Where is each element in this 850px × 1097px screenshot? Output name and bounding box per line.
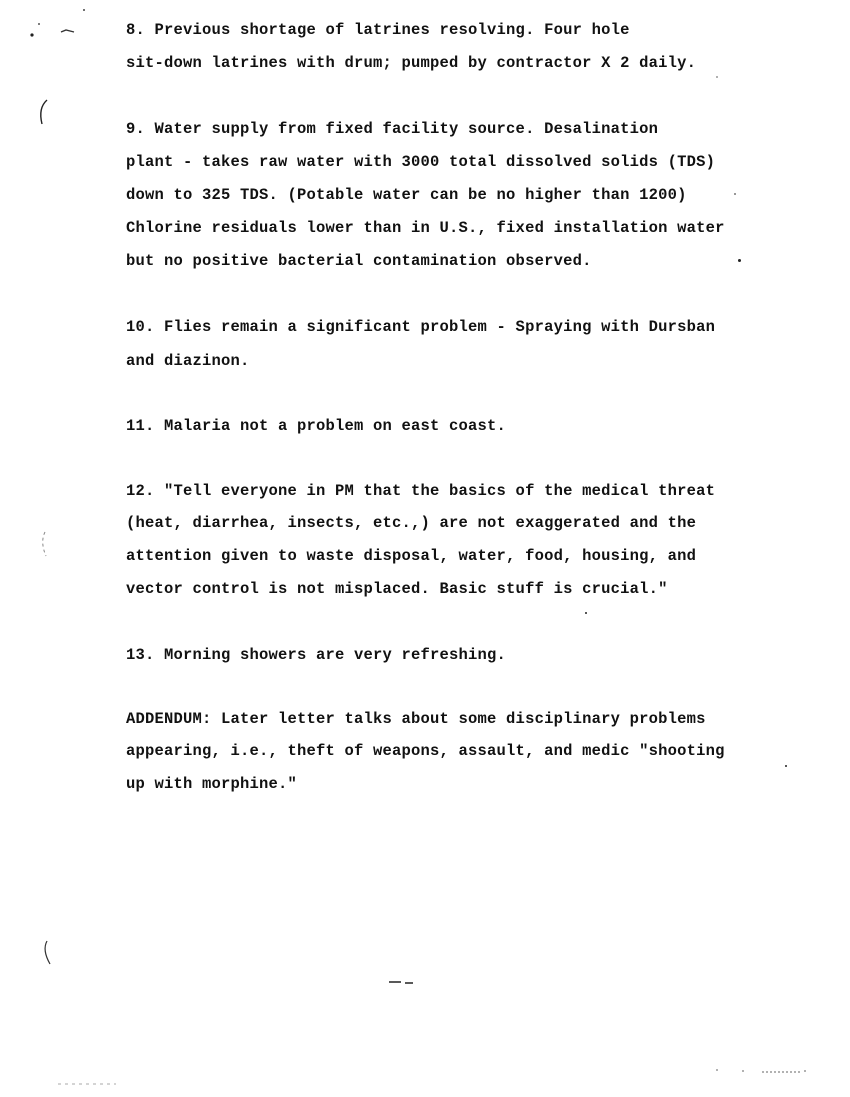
paragraph-11-line-1: 11. Malaria not a problem on east coast. bbox=[126, 417, 507, 435]
bottom-left-scan-noise bbox=[56, 1078, 126, 1088]
paragraph-10-line-1: 10. Flies remain a significant problem - Spraying with Dursban bbox=[126, 318, 716, 336]
addendum-line-2: appearing, i.e., theft of weapons, assault, and medic "shooting bbox=[126, 742, 725, 760]
scan-speck-dot bbox=[785, 765, 787, 767]
paragraph-10-line-2: and diazinon. bbox=[126, 352, 250, 370]
page-center-dash bbox=[385, 976, 417, 988]
paragraph-9-line-2: plant - takes raw water with 3000 total dissolved solids (TDS) bbox=[126, 153, 716, 171]
paragraph-9-line-5: but no positive bacterial contamination observed. bbox=[126, 252, 592, 270]
paragraph-8-line-1: 8. Previous shortage of latrines resolving. Four hole bbox=[126, 21, 630, 39]
scan-speck-dot bbox=[585, 612, 587, 614]
paragraph-12-line-1: 12. "Tell everyone in PM that the basics of the medical threat bbox=[126, 482, 716, 500]
paragraph-12-line-2: (heat, diarrhea, insects, etc.,) are not exaggerated and the bbox=[126, 514, 697, 532]
scan-speck bbox=[80, 6, 88, 14]
scan-speck-dot bbox=[734, 193, 736, 195]
paragraph-9-line-4: Chlorine residuals lower than in U.S., fixed installation water bbox=[126, 219, 725, 237]
paragraph-13-line-1: 13. Morning showers are very refreshing. bbox=[126, 646, 507, 664]
addendum-line-3: up with morphine." bbox=[126, 775, 298, 793]
margin-faint-bracket-mark bbox=[36, 528, 52, 562]
scan-speck-dot bbox=[716, 76, 718, 78]
margin-scan-marks bbox=[28, 18, 88, 42]
paragraph-9-line-3: down to 325 TDS. (Potable water can be no higher than 1200) bbox=[126, 186, 687, 204]
scan-speck-dot bbox=[738, 259, 741, 262]
paragraph-8-line-2: sit-down latrines with drum; pumped by contractor X 2 daily. bbox=[126, 54, 697, 72]
addendum-line-1: ADDENDUM: Later letter talks about some disciplinary problems bbox=[126, 710, 706, 728]
paragraph-9-line-1: 9. Water supply from fixed facility source. Desalination bbox=[126, 120, 659, 138]
paragraph-12-line-3: attention given to waste disposal, water, food, housing, and bbox=[126, 547, 697, 565]
paragraph-12-line-4: vector control is not misplaced. Basic stuff is crucial." bbox=[126, 580, 668, 598]
margin-bracket-mark bbox=[34, 96, 54, 130]
bottom-right-scan-noise bbox=[710, 1064, 820, 1078]
margin-lower-bracket-mark bbox=[38, 938, 58, 972]
